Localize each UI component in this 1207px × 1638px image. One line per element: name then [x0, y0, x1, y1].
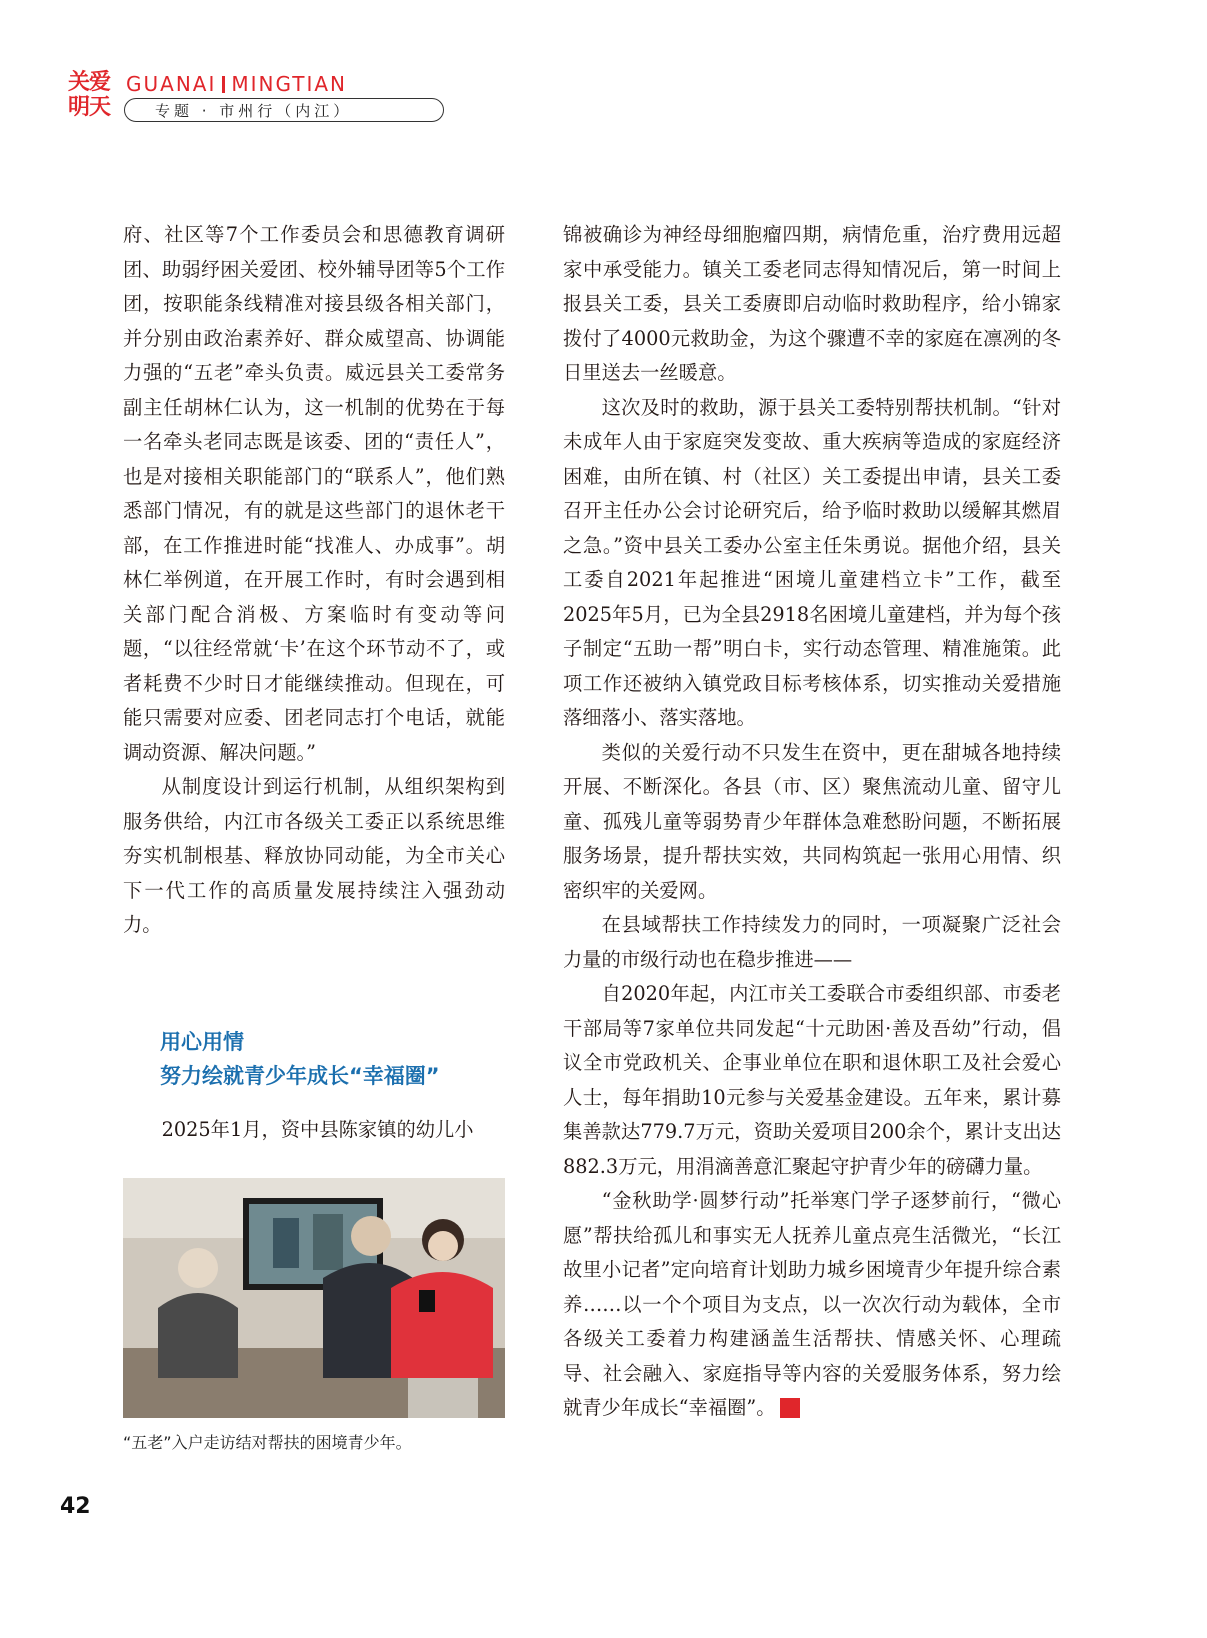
- article-photo: [123, 1178, 505, 1418]
- paragraph-text: “金秋助学·圆梦行动”托举寒门学子逐梦前行，“微心愿”帮扶给孤儿和事实无人抚养儿童点亮生活微光，“长江故里小记者”定向培育计划助力城乡困境青少年提升综合素养……以一个个项目为支点，以一次次行动为载体，全市各级关工委着力构建涵盖生活帮扶、情感关怀、心理疏导、社会融入、家庭指导等内容的关爱服务体系，努力绘就青少年成长“幸福圈”。: [563, 1189, 1061, 1419]
- magazine-header: [68, 70, 408, 130]
- logo-en-right: MINGTIAN: [231, 72, 348, 96]
- paragraph: 府、社区等7个工作委员会和思德教育调研团、助弱纾困关爱团、校外辅导团等5个工作团，按职能条线精准对接县级各相关部门，并分别由政治素养好、群众威望高、协调能力强的“五老”牵头负责。威远县关工委常务副主任胡林仁认为，这一机制的优势在于每一名牵头老同志既是该委、团的“责任人”，也是对接相关职能部门的“联系人”，他们熟悉部门情况，有的就是这些部门的退休老干部，在工作推进时能“找准人、办成事”。胡林仁举例道，在开展工作时，有时会遇到相关部门配合消极、方案临时有变动等问题，“以往经常就‘卡’在这个环节动不了，或者耗费不少时日才能继续推动。但现在，可能只需要对应委、团老同志打个电话，就能调动资源、解决问题。”: [123, 223, 505, 764]
- subhead-line-2: 努力绘就青少年成长“幸福圈”: [160, 1064, 440, 1088]
- end-mark-icon: 关: [780, 1398, 800, 1418]
- paragraph: 从制度设计到运行机制，从组织架构到服务供给，内江市各级关工委正以系统思维夯实机制根基、释放协同动能，为全市关心下一代工作的高质量发展持续注入强劲动力。: [123, 775, 505, 936]
- final-paragraph: [563, 1184, 1061, 1426]
- paragraph: 这次及时的救助，源于县关工委特别帮扶机制。“针对未成年人由于家庭突发变故、重大疾病等造成的家庭经济困难，由所在镇、村（社区）关工委提出申请，县关工委召开主任办公会讨论研究后，给予临时救助以缓解其燃眉之急。”资中县关工委办公室主任朱勇说。据他介绍，县关工委自2021年起推进“困境儿童建档立卡”工作，截至2025年5月，已为全县2918名困境儿童建档，并为每个孩子制定“五助一帮”明白卡，实行动态管理、精准施策。此项工作还被纳入镇党政目标考核体系，切实推动关爱措施落细落小、落实落地。: [563, 395, 1061, 729]
- left-column-lower: [123, 1113, 505, 1148]
- paragraph: 自2020年起，内江市关工委联合市委组织部、市委老干部局等7家单位共同发起“十元助困·善及吾幼”行动，倡议全市党政机关、企事业单位在职和退休职工及社会爱心人士，每年捐助10元参与关爱基金建设。五年来，累计募集善款达779.7万元，资助关爱项目200余个，累计支出达882.3万元，用涓滴善意汇聚起守护青少年的磅礴力量。: [563, 982, 1061, 1178]
- section-subhead: [160, 1025, 520, 1093]
- logo-en-left: GUANAI: [126, 72, 217, 96]
- page-number: 42: [60, 1494, 91, 1519]
- paragraph: 2025年1月，资中县陈家镇的幼儿小: [161, 1118, 474, 1141]
- paragraph: 类似的关爱行动不只发生在资中，更在甜城各地持续开展、不断深化。各县（市、区）聚焦流动儿童、留守儿童、孤残儿童等弱势青少年群体急难愁盼问题，不断拓展服务场景，提升帮扶实效，共同构筑起一张用心用情、织密织牢的关爱网。: [563, 740, 1061, 902]
- section-tag: [124, 98, 444, 122]
- paragraph: 锦被确诊为神经母细胞瘤四期，病情危重，治疗费用远超家中承受能力。镇关工委老同志得知情况后，第一时间上报县关工委，县关工委赓即启动临时救助程序，给小锦家拨付了4000元救助金，为这个骤遭不幸的家庭在凛冽的冬日里送去一丝暖意。: [563, 223, 1061, 384]
- paragraph: 在县域帮扶工作持续发力的同时，一项凝聚广泛社会力量的市级行动也在稳步推进——: [563, 913, 1061, 971]
- magazine-logo-english: [126, 72, 347, 96]
- magazine-logo: 关爱明天: [68, 70, 111, 120]
- right-column: [563, 218, 1061, 1426]
- logo-separator: [222, 76, 225, 93]
- section-label: 专题 · 市州行（内江）: [155, 102, 353, 120]
- left-column: [123, 218, 505, 943]
- photo-caption: “五老”入户走访结对帮扶的困境青少年。: [123, 1433, 412, 1452]
- subhead-line-1: 用心用情: [160, 1030, 244, 1054]
- photo-illustration: [123, 1178, 505, 1418]
